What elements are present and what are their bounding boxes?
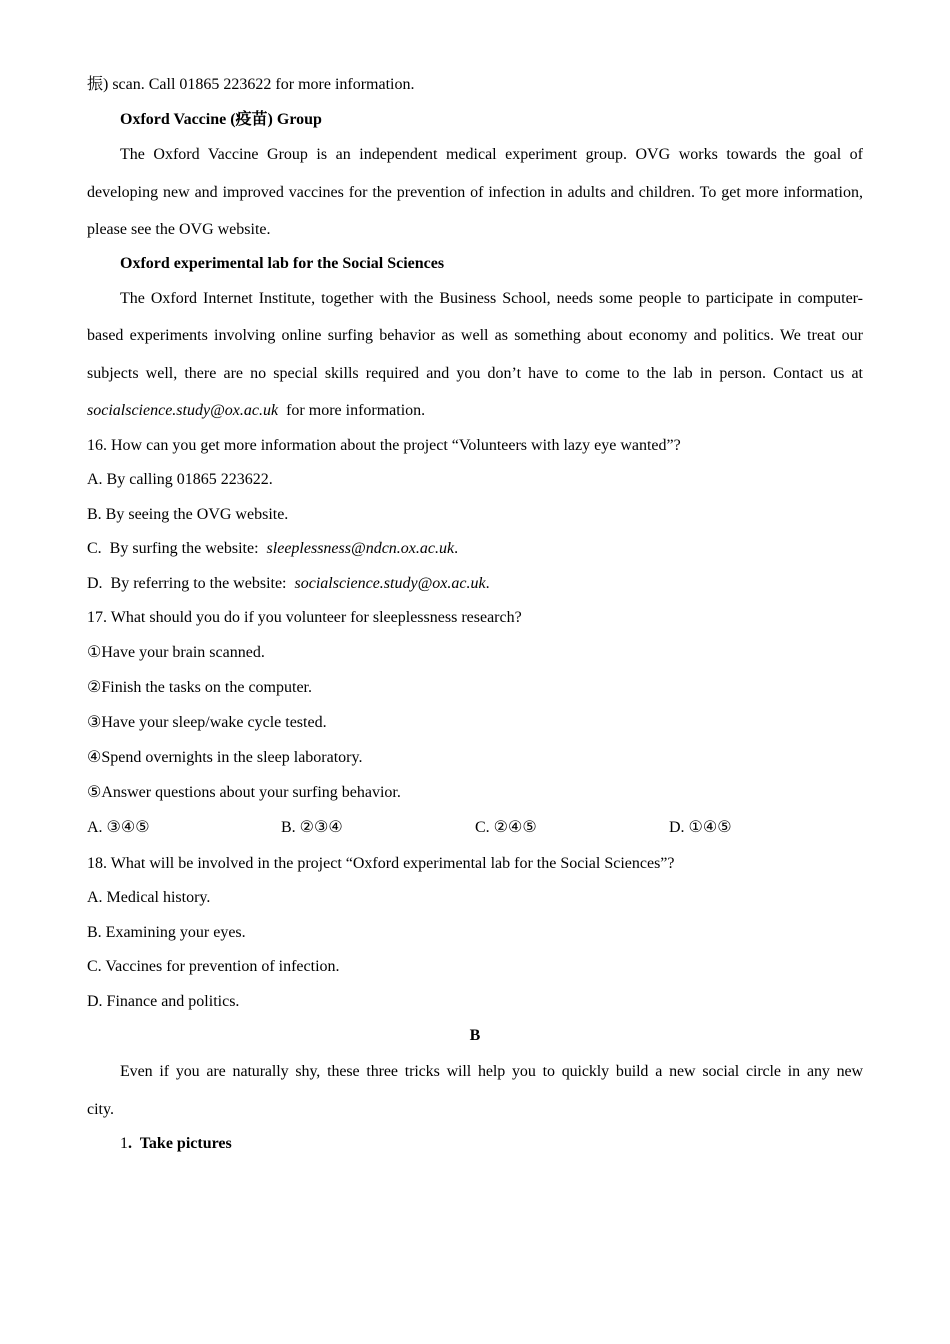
ovg-heading: Oxford Vaccine (疫苗) Group: [120, 111, 322, 128]
tip-1-heading: [120, 1134, 232, 1154]
social-heading: Oxford experimental lab for the Social Sciences: [120, 255, 445, 272]
q16-option-c-text: C. By surfing the website:: [87, 540, 267, 557]
q17-option-b: B. ②③④: [281, 819, 343, 836]
q17-options-row: [87, 818, 863, 838]
q18-option-b: B. Examining your eyes.: [87, 924, 246, 941]
q17-statement-2: ②Finish the tasks on the computer.: [87, 679, 312, 696]
social-line-4-rest: for more information.: [278, 402, 426, 419]
q18-question: 18. What will be involved in the project “Oxford experimental lab for the Social Sciences”?: [87, 855, 675, 872]
ovg-paragraph-line-3: please see the OVG website.: [87, 221, 271, 238]
q17-statement-4: ④Spend overnights in the sleep laboratory.: [87, 749, 363, 766]
q16-option-c-email: sleeplessness@ndcn.ox.ac.uk: [266, 540, 455, 557]
ovg-paragraph-line-1: The Oxford Vaccine Group is an independent medical experiment group. OVG works towards the goal of: [120, 146, 863, 163]
social-email: socialscience.study@ox.ac.uk: [87, 402, 279, 419]
q16-option-d: [87, 574, 490, 594]
q16-question: 16. How can you get more information about the project “Volunteers with lazy eye wanted”?: [87, 437, 681, 454]
social-paragraph-line-1: The Oxford Internet Institute, together with the Business School, needs some people to participate in computer-: [120, 290, 863, 307]
intro-line: 振) scan. Call 01865 223622 for more information.: [87, 76, 415, 93]
q16-option-d-period: .: [485, 575, 490, 592]
social-paragraph-line-2: based experiments involving online surfing behavior as well as something about economy and politics. We treat our: [87, 327, 863, 344]
q16-option-b: B. By seeing the OVG website.: [87, 506, 289, 523]
ovg-paragraph-line-2: developing new and improved vaccines for the prevention of infection in adults and children. To get more information,: [87, 184, 863, 201]
q16-option-c: [87, 539, 458, 559]
q16-option-c-period: .: [454, 540, 459, 557]
q18-option-d: D. Finance and politics.: [87, 993, 240, 1010]
q16-option-a: A. By calling 01865 223622.: [87, 471, 273, 488]
q17-option-d: D. ①④⑤: [669, 819, 732, 836]
q17-option-a: A. ③④⑤: [87, 819, 150, 836]
q16-option-d-text: D. By referring to the website:: [87, 575, 295, 592]
section-b-heading: B: [469, 1027, 481, 1044]
section-b-intro-line-2: city.: [87, 1101, 114, 1118]
q18-option-a: A. Medical history.: [87, 889, 211, 906]
q17-statement-5: ⑤Answer questions about your surfing behavior.: [87, 784, 401, 801]
tip-1-title: . Take pictures: [128, 1135, 232, 1152]
tip-1-number: 1: [120, 1135, 128, 1152]
section-b-intro-line-1: Even if you are naturally shy, these three tricks will help you to quickly build a new social circle in any new: [120, 1063, 863, 1080]
q17-statement-1: ①Have your brain scanned.: [87, 644, 265, 661]
q17-option-c: C. ②④⑤: [475, 819, 537, 836]
q17-question: 17. What should you do if you volunteer for sleeplessness research?: [87, 609, 522, 626]
q16-option-d-email: socialscience.study@ox.ac.uk: [294, 575, 486, 592]
social-paragraph-line-3: subjects well, there are no special skills required and you don’t have to come to the lab in person. Contact us at: [87, 365, 863, 382]
q18-option-c: C. Vaccines for prevention of infection.: [87, 958, 340, 975]
q17-statement-3: ③Have your sleep/wake cycle tested.: [87, 714, 327, 731]
social-paragraph-line-4: [87, 401, 425, 421]
